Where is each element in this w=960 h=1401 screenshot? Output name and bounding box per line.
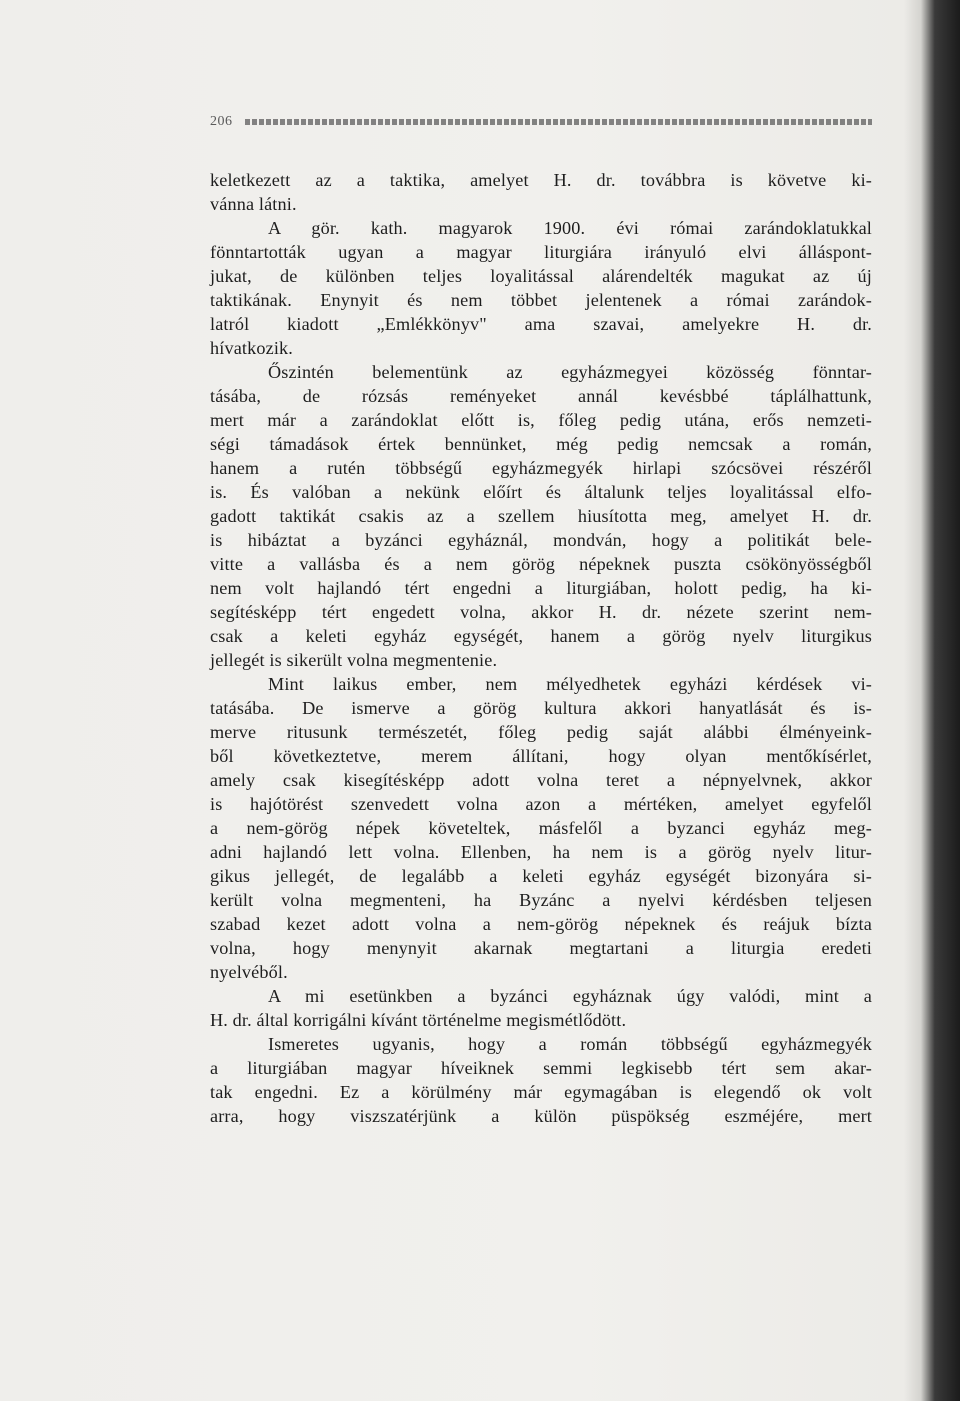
- text-line: adni hajlandó lett volna. Ellenben, ha nem is a görög nyelv litur-: [210, 842, 872, 862]
- page-header: [210, 112, 872, 132]
- text-line: szabad kezet adott volna a nem-görög népeknek és reájuk bízta: [210, 914, 872, 934]
- text-line: a liturgiában magyar híveiknek semmi legkisebb tért sem akar-: [210, 1058, 872, 1078]
- text-line: jellegét is sikerült volna megmentenie.: [210, 650, 498, 670]
- text-line: taktikának. Enynyit és nem többet jelentenek a római zarándok-: [210, 290, 872, 310]
- text-line: amely csak kisegítésképp adott volna teret a népnyelvnek, akkor: [210, 770, 872, 790]
- text-line: is hajótörést szenvedett volna azon a mértéken, amelyet egyfelől: [210, 794, 872, 814]
- text-line: is hibáztat a byzánci egyháznál, mondván, hogy a politikát bele-: [210, 530, 872, 550]
- text-line: merve ritusunk természetét, főleg pedig saját alábbi élményeink-: [210, 722, 872, 742]
- text-line: volna, hogy menynyit akarnak megtartani a liturgia eredeti: [210, 938, 872, 958]
- text-line: hanem a rutén többségű egyházmegyék hirlapi szócsövei részéről: [210, 458, 872, 478]
- text-line: gikus jellegét, de legalább a keleti egyház egységét bizonyára si-: [210, 866, 872, 886]
- text-line: ségi támadások értek bennünket, még pedig nemcsak a román,: [210, 434, 872, 454]
- text-line: tásába, de rózsás reményeket annál kevésbbé táplálhattunk,: [210, 386, 872, 406]
- text-line: került volna megmenteni, ha Byzánc a nyelvi kérdésben teljesen: [210, 890, 872, 910]
- text-line: ből következtetve, merem állítani, hogy olyan mentőkísérlet,: [210, 746, 872, 766]
- text-line: mert már a zarándoklat előtt is, főleg pedig utána, erős nemzeti-: [210, 410, 872, 430]
- text-line: arra, hogy viszszatérjünk a külön püspökség eszméjére, mert: [210, 1106, 872, 1126]
- text-line: A mi esetünkben a byzánci egyháznak úgy valódi, mint a: [268, 986, 872, 1006]
- text-line: latról kiadott „Emlékkönyv" ama szavai, amelyekre H. dr.: [210, 314, 872, 334]
- text-line: Mint laikus ember, nem mélyedhetek egyházi kérdések vi-: [268, 674, 872, 694]
- header-rule: [245, 119, 873, 125]
- text-line: H. dr. által korrigálni kívánt történelme megismétlődött.: [210, 1010, 627, 1030]
- text-line: tatásába. De ismerve a görög kultura akkori hanyatlását és is-: [210, 698, 872, 718]
- text-line: A gör. kath. magyarok 1900. évi római zarándoklatukkal: [268, 218, 872, 238]
- text-line: vitte a vallásba és a nem görög népeknek puszta csökönyösségből: [210, 554, 872, 574]
- text-line: vánna látni.: [210, 194, 297, 214]
- page-edge-shadow: [904, 0, 960, 1401]
- text-line: hívatkozik.: [210, 338, 293, 358]
- text-line: is. És valóban a nekünk előírt és általunk teljes loyalitással elfo-: [210, 482, 872, 502]
- text-line: Őszintén belementünk az egyházmegyei közösség fönntar-: [268, 362, 872, 382]
- text-line: nem volt hajlandó tért engedni a liturgiában, holott pedig, ha ki-: [210, 578, 872, 598]
- text-line: gadott taktikát csakis az a szellem hiusította meg, amelyet H. dr.: [210, 506, 872, 526]
- text-line: nyelvéből.: [210, 962, 288, 982]
- text-line: jukat, de különben teljes loyalitással alárendelték magukat az új: [210, 266, 872, 286]
- text-line: segítésképp tért engedett volna, akkor H. dr. nézete szerint nem-: [210, 602, 872, 622]
- text-line: csak a keleti egyház egységét, hanem a görög nyelv liturgikus: [210, 626, 872, 646]
- text-line: keletkezett az a taktika, amelyet H. dr. továbbra is követve ki-: [210, 170, 872, 190]
- body-text: [210, 168, 872, 1128]
- text-line: fönntartották ugyan a magyar liturgiára irányuló elvi álláspont-: [210, 242, 872, 262]
- text-line: Ismeretes ugyanis, hogy a román többségű egyházmegyék: [268, 1034, 872, 1054]
- page-number: 206: [210, 114, 233, 129]
- text-line: tak engedni. Ez a körülmény már egymagában is elegendő ok volt: [210, 1082, 872, 1102]
- text-line: a nem-görög népek követeltek, másfelől a byzanci egyház meg-: [210, 818, 872, 838]
